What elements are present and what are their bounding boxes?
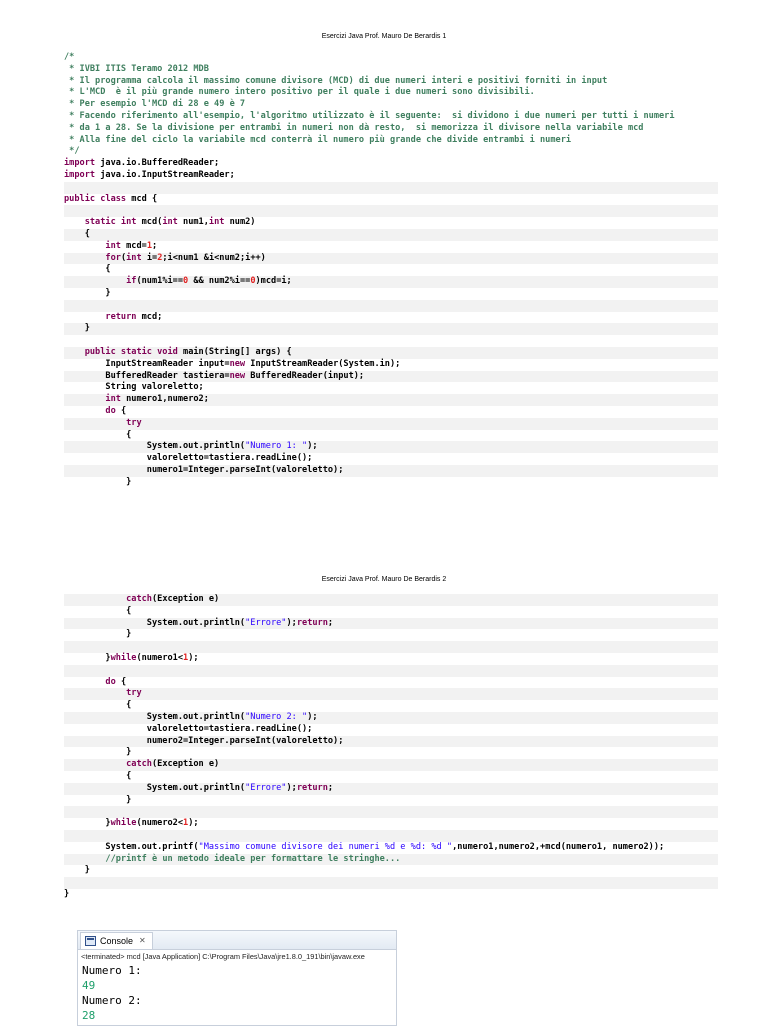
code-line: { [64,605,132,616]
code-line: BufferedReader tastiera=new BufferedReader(input); [64,371,718,383]
comment-line: /* [64,52,75,62]
code-line: do { [105,405,127,416]
code-line: }while(numero2<1); [64,818,199,829]
code-line: static int mcd(int num1,int num2) [84,217,256,228]
console-icon [85,936,96,946]
code-line: public static void main(String[] args) { [64,347,718,359]
code-line: String valoreletto; [64,382,204,393]
close-icon[interactable]: ✕ [139,936,146,945]
code-line-blank [64,665,718,677]
code-line: } [64,794,132,805]
console-panel [77,930,397,1026]
code-line: numero1=Integer.parseInt(valoreletto); [64,465,718,477]
console-output [78,963,396,1023]
console-output-line: Numero 1: [82,964,142,977]
code-line: } [64,888,70,899]
code-line: catch(Exception e) [64,759,718,771]
code-line: } [64,629,132,640]
code-line: System.out.println("Numero 2: "); [64,712,718,724]
console-output-line: Numero 2: [82,994,142,1007]
code-line: valoreletto=tastiera.readLine(); [64,723,313,734]
comment-line: * Il programma calcola il massimo comune divisore (MCD) di due numeri interi e positivi forniti in input [64,75,608,86]
code-listing-page-1 [64,52,718,488]
code-line: try [64,688,718,700]
code-line: numero2=Integer.parseInt(valoreletto); [64,736,718,748]
code-line-blank [64,182,718,194]
console-output-line: 28 [82,1009,96,1022]
code-line: } [64,865,90,876]
code-line-blank [64,205,718,217]
comment-line: */ [64,146,80,157]
comment-line: * Alla fine del ciclo la variabile mcd conterrà il numero più grande che divide entrambi i numeri [64,134,572,145]
code-line-blank [64,641,718,653]
code-line: System.out.println("Errore");return; [64,783,718,795]
page-header-1: Esercizi Java Prof. Mauro De Berardis 1 [321,33,447,40]
code-line-import: import java.io.InputStreamReader; [64,169,235,180]
comment-line: * Facendo riferimento all'esempio, l'algoritmo utilizzato è il seguente: si dividono i due numeri per tutti i numeri [64,110,675,121]
code-line: System.out.println("Errore");return; [64,618,718,630]
code-line-blank [64,877,718,889]
code-line: { [64,700,132,711]
code-line: catch(Exception e) [64,594,718,606]
console-output-line: 49 [82,979,96,992]
console-status: <terminated> mcd [Java Application] C:\Program Files\Java\jre1.8.0_191\bin\javaw.exe [81,952,365,961]
console-tab-label: Console [100,936,134,946]
code-line: if(num1%i==0 && num2%i==0)mcd=i; [64,276,718,288]
code-line: int numero1,numero2; [64,394,718,406]
code-line-blank [64,335,718,347]
code-line: System.out.printf("Massimo comune divisore dei numeri %d e %d: %d ",numero1,numero2,+mcd(numero1, numero2)); [64,841,665,852]
code-line: } [64,323,718,335]
code-line: } [64,287,111,298]
code-line: int mcd=1; [105,240,158,251]
code-line: //printf è un metodo ideale per formattare le stringhe... [64,854,718,866]
code-line: { [64,429,132,440]
comment-line: * L'MCD è il più grande numero intero positivo per il quale i due numeri sono divisibili. [64,87,535,98]
code-line-blank [64,830,718,842]
code-line: for(int i=2;i<num1 &i<num2;i++) [64,253,718,265]
code-line: { [64,264,111,275]
code-line-blank [64,300,718,312]
code-listing-page-2 [64,594,718,901]
code-line-class: public class mcd { [64,193,158,204]
comment-line: * Per esempio l'MCD di 28 e 49 è 7 [64,99,246,110]
code-line: try [64,418,718,430]
code-line: } [64,476,132,487]
code-line: System.out.println("Numero 1: "); [64,441,718,453]
code-line: { [64,229,718,241]
tab-console[interactable] [80,932,153,949]
code-line: }while(numero1<1); [64,652,199,663]
code-line: return mcd; [105,311,163,322]
code-line: InputStreamReader input=new InputStreamReader(System.in); [64,358,401,369]
code-line-blank [64,806,718,818]
code-line: } [64,747,132,758]
code-line: { [64,770,132,781]
comment-line: * IVBI ITIS Teramo 2012 MDB [64,63,209,74]
page-header-2: Esercizi Java Prof. Mauro De Berardis 2 [321,576,447,583]
code-line: do { [105,676,127,687]
comment-line: * da 1 a 28. Se la divisione per entrambi in numeri non dà resto, si memorizza il divisore nella variabile mcd [64,122,644,133]
console-tabbar [78,931,396,950]
code-line-import: import java.io.BufferedReader; [64,158,220,169]
code-line: valoreletto=tastiera.readLine(); [64,453,313,464]
